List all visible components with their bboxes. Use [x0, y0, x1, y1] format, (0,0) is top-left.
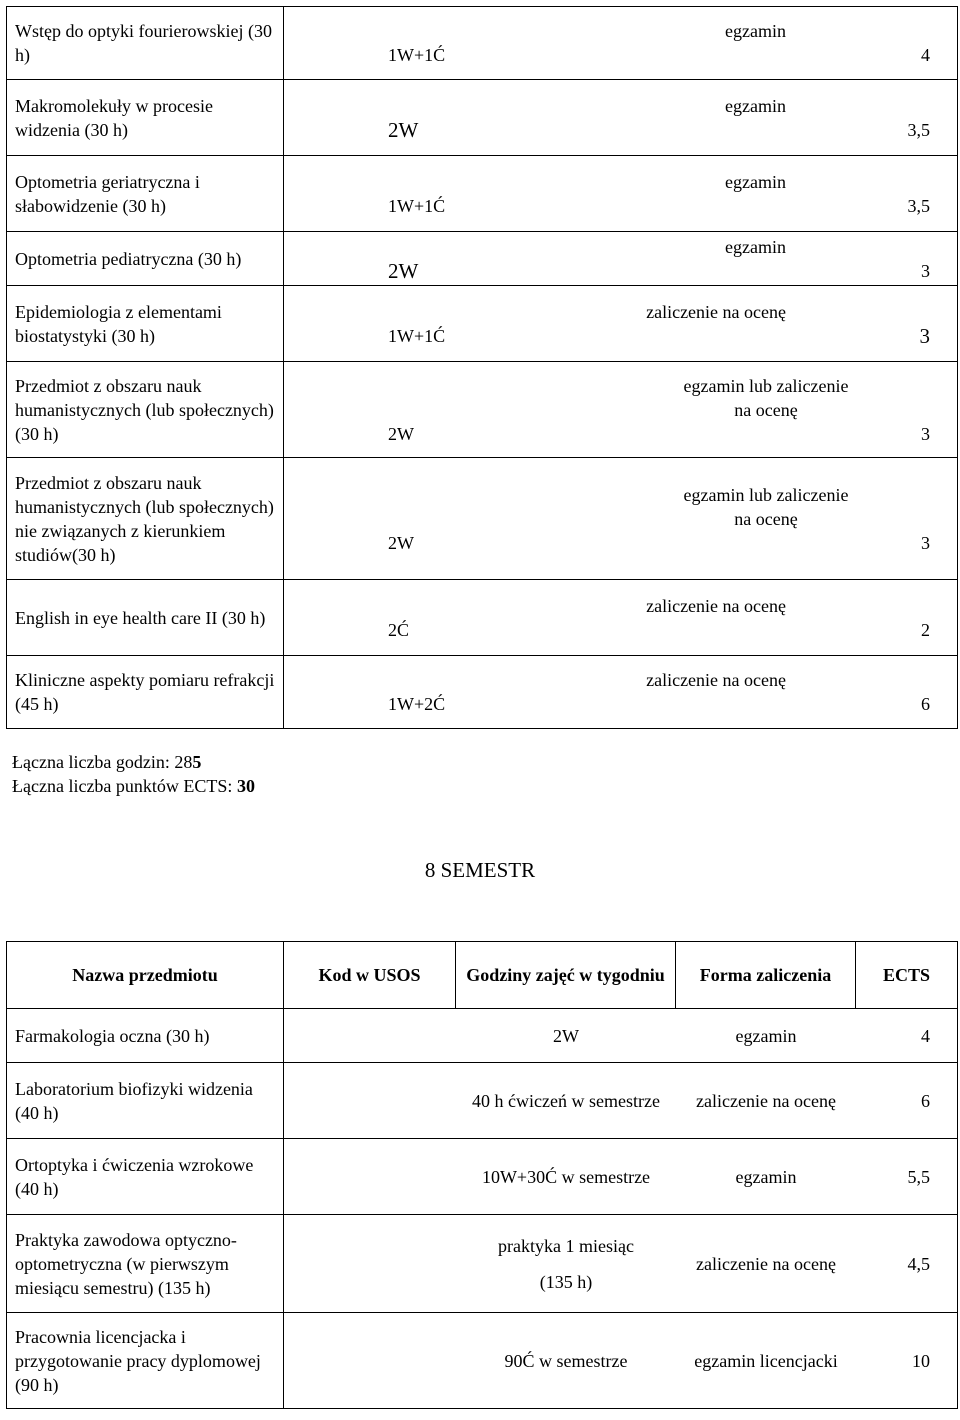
ects-value: 3,5	[907, 119, 930, 140]
table-row	[7, 458, 958, 580]
course-name: Pracownia licencjacka i przygotowanie pracy dyplomowej (90 h)	[7, 1313, 284, 1409]
hours-value: 2Ć	[388, 619, 410, 640]
form-value: egzamin	[735, 1025, 797, 1046]
hours-value-extra: (135 h)	[539, 1271, 593, 1292]
ects-value: 6	[921, 694, 930, 714]
course-details	[284, 156, 958, 232]
totals-block	[12, 750, 255, 798]
course-details-grid	[284, 300, 957, 348]
hours-cell	[456, 1089, 676, 1113]
hours-value: praktyka 1 miesiąc	[498, 1235, 634, 1256]
ects-value: 3,5	[907, 195, 930, 216]
form-value: egzamin	[725, 95, 786, 116]
course-details	[284, 458, 958, 580]
course-details-grid	[284, 1024, 957, 1048]
course-name: Farmakologia oczna (30 h)	[7, 1009, 284, 1063]
course-name: Przedmiot z obszaru nauk humanistycznych (lub społecznych) (30 h)	[7, 362, 284, 458]
header-ects: ECTS	[856, 942, 958, 1009]
ects-value: 4	[921, 45, 930, 65]
form-value: egzamin lub zaliczenie na ocenę	[683, 375, 849, 420]
course-details	[284, 656, 958, 729]
total-hours: Łączna liczba godzin: 285	[12, 752, 202, 772]
hours-value: 1W+1Ć	[388, 325, 446, 346]
table-row	[7, 1139, 958, 1215]
course-details	[284, 1063, 958, 1139]
course-details-grid	[284, 1349, 957, 1373]
course-details	[284, 80, 958, 156]
course-name: Kliniczne aspekty pomiaru refrakcji (45 h)	[7, 656, 284, 729]
header-hours: Godziny zajęć w tygodniu	[456, 942, 676, 1009]
hours-cell	[456, 1165, 676, 1189]
course-details-grid	[284, 668, 957, 716]
course-details	[284, 362, 958, 458]
ects-value: 3	[921, 423, 930, 444]
hours-value: 2W	[388, 532, 414, 553]
form-value: egzamin	[725, 171, 786, 192]
header-code: Kod w USOS	[284, 942, 456, 1009]
table-row	[7, 286, 958, 362]
course-name: English in eye health care II (30 h)	[7, 580, 284, 656]
course-details-grid	[284, 374, 957, 446]
form-value: zaliczenie na ocenę	[646, 301, 786, 322]
hours-value: 40 h ćwiczeń w semestrze	[472, 1090, 660, 1111]
course-name: Optometria geriatryczna i słabowidzenie (30 h)	[7, 156, 284, 232]
hours-value: 90Ć w semestrze	[504, 1350, 628, 1371]
course-details-grid	[284, 1234, 957, 1294]
course-name: Laboratorium biofizyki widzenia (40 h)	[7, 1063, 284, 1139]
table-row	[7, 232, 958, 286]
table-row	[7, 7, 958, 80]
table-row	[7, 156, 958, 232]
course-details-grid	[284, 594, 957, 642]
ects-value: 3	[919, 323, 930, 348]
course-details-grid	[284, 19, 957, 67]
course-details-grid	[284, 235, 957, 283]
table-row	[7, 1215, 958, 1313]
course-details-grid	[284, 1089, 957, 1113]
course-details	[284, 7, 958, 80]
form-value: egzamin licencjacki	[694, 1350, 838, 1371]
hours-value: 2W	[553, 1025, 579, 1046]
form-value: zaliczenie na ocenę	[696, 1253, 836, 1274]
course-details-grid	[284, 1165, 957, 1189]
hours-value: 1W+1Ć	[388, 195, 446, 216]
course-details	[284, 232, 958, 286]
course-name: Makromolekuły w procesie widzenia (30 h)	[7, 80, 284, 156]
course-details	[284, 1139, 958, 1215]
ects-value: 3	[921, 532, 930, 553]
course-details-grid	[284, 483, 957, 555]
table-row	[7, 1063, 958, 1139]
hours-value: 1W+1Ć	[388, 45, 446, 65]
header-name: Nazwa przedmiotu	[7, 942, 284, 1009]
course-details	[284, 1313, 958, 1409]
course-name: Epidemiologia z elementami biostatystyki (30 h)	[7, 286, 284, 362]
course-name: Przedmiot z obszaru nauk humanistycznych (lub społecznych) nie związanych z kierunkiem studiów(30 h)	[7, 458, 284, 580]
table-row	[7, 580, 958, 656]
ects-value: 6	[921, 1090, 930, 1111]
form-value: egzamin	[725, 21, 786, 41]
table-row	[7, 656, 958, 729]
courses-table-continued	[6, 6, 958, 729]
hours-value: 2W	[388, 258, 419, 283]
ects-value: 5,5	[907, 1166, 930, 1187]
course-name: Wstęp do optyki fourierowskiej (30 h)	[7, 7, 284, 80]
course-name: Praktyka zawodowa optyczno-optometryczna (w pierwszym miesiącu semestru) (135 h)	[7, 1215, 284, 1313]
course-name: Ortoptyka i ćwiczenia wzrokowe (40 h)	[7, 1139, 284, 1215]
course-details	[284, 1215, 958, 1313]
table-row	[7, 1313, 958, 1409]
table-row	[7, 80, 958, 156]
form-value: egzamin lub zaliczenie na ocenę	[683, 484, 849, 529]
ects-value: 3	[921, 260, 930, 281]
hours-value: 10W+30Ć w semestrze	[481, 1166, 651, 1187]
hours-cell	[456, 1024, 676, 1048]
ects-value: 2	[921, 619, 930, 640]
course-details	[284, 286, 958, 362]
hours-value: 2W	[388, 117, 419, 142]
table-row	[7, 362, 958, 458]
ects-value: 4,5	[907, 1253, 930, 1274]
form-value: zaliczenie na ocenę	[696, 1090, 836, 1111]
hours-cell	[456, 1234, 676, 1294]
hours-value: 2W	[388, 423, 414, 444]
ects-value: 10	[912, 1350, 930, 1371]
course-details	[284, 1009, 958, 1063]
hours-value: 1W+2Ć	[388, 694, 446, 714]
hours-cell	[456, 1349, 676, 1373]
table-header-row	[7, 942, 958, 1009]
ects-value: 4	[921, 1025, 930, 1046]
course-name: Optometria pediatryczna (30 h)	[7, 232, 284, 286]
total-ects: Łączna liczba punktów ECTS: 30	[12, 776, 255, 796]
form-value: zaliczenie na ocenę	[646, 595, 786, 616]
course-details	[284, 580, 958, 656]
header-form: Forma zaliczenia	[676, 942, 856, 1009]
course-details-grid	[284, 170, 957, 218]
form-value: egzamin	[725, 236, 786, 257]
semester-8-table	[6, 941, 958, 1409]
course-details-grid	[284, 94, 957, 142]
form-value: zaliczenie na ocenę	[646, 670, 786, 690]
form-value: egzamin	[735, 1166, 797, 1187]
semester-title: 8 SEMESTR	[424, 858, 536, 882]
table-row	[7, 1009, 958, 1063]
